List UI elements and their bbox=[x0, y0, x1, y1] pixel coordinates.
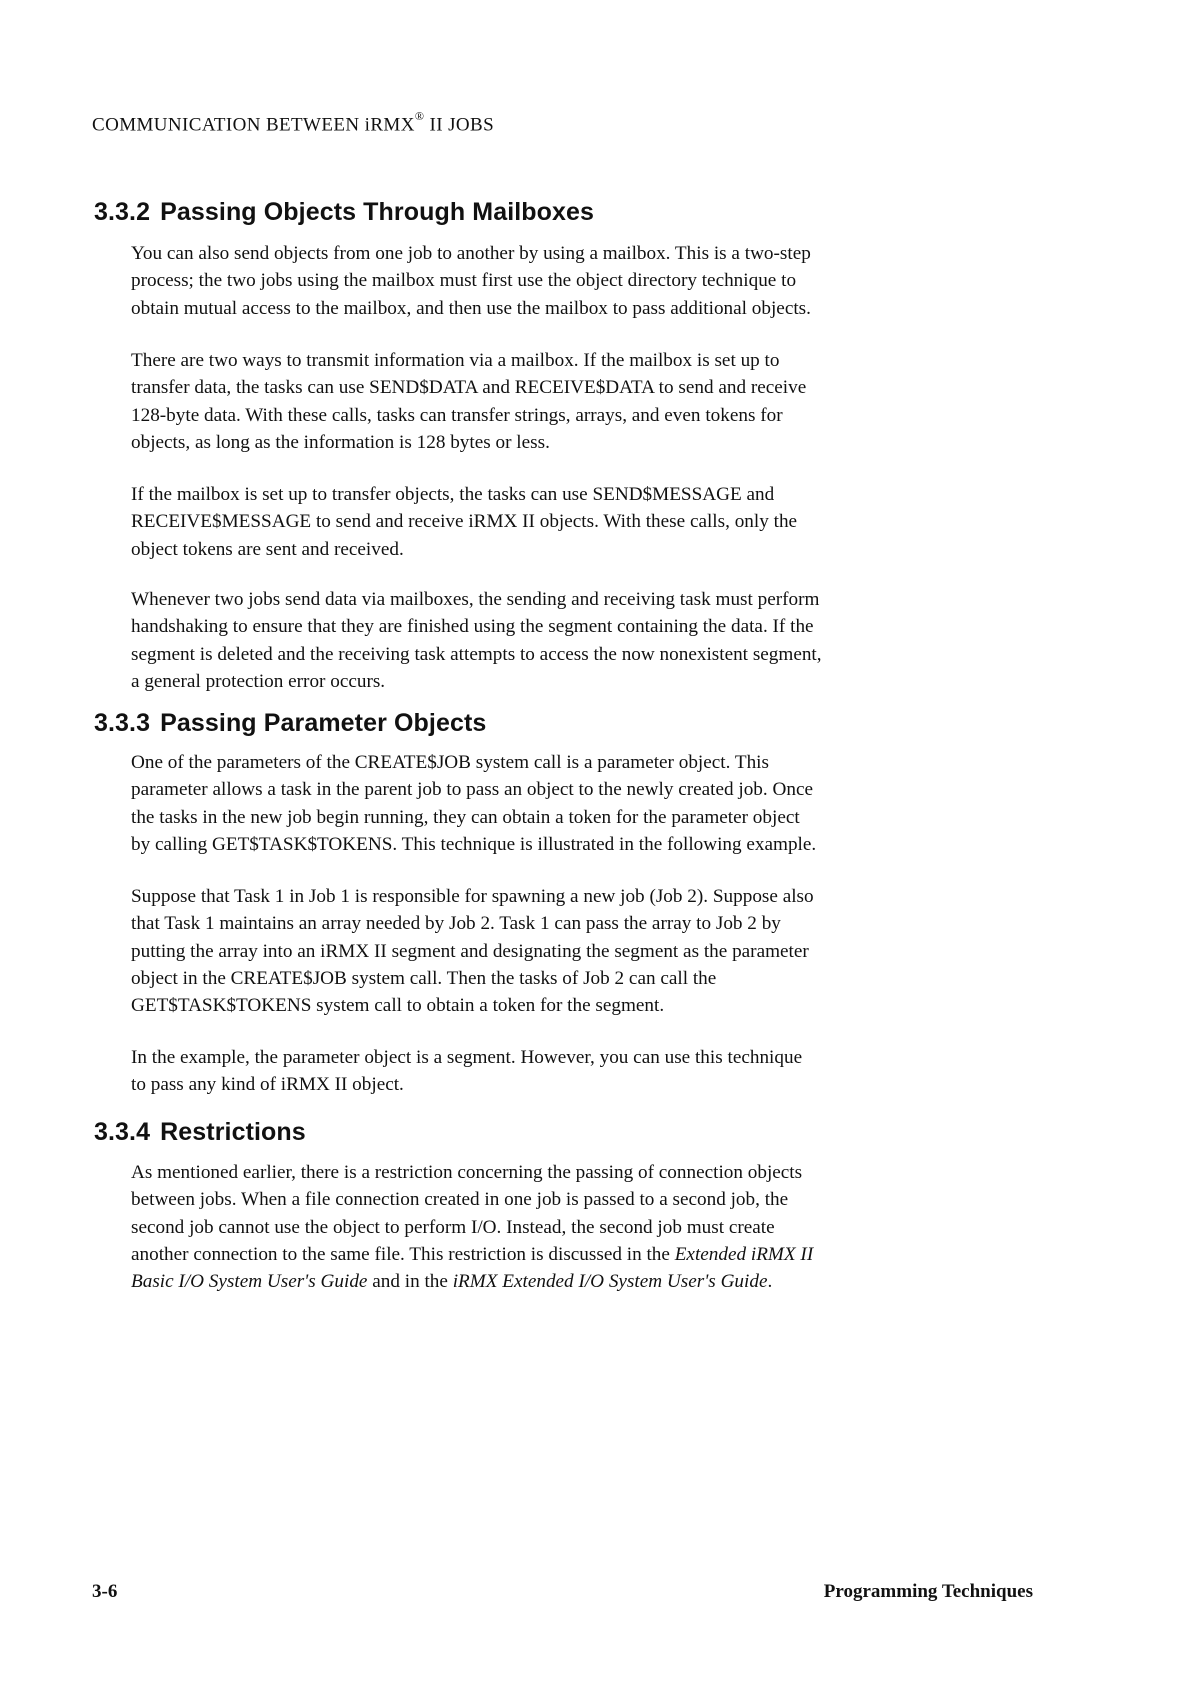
text-line: There are two ways to transmit information via a mailbox. If the mailbox is set up to bbox=[131, 350, 780, 371]
running-header bbox=[92, 109, 495, 136]
text-run: another connection to the same file. This restriction is discussed in the bbox=[131, 1243, 675, 1265]
chapter-title: Programming Techniques bbox=[823, 1581, 1033, 1602]
book-title-italic: iRMX Extended I/O System User's Guide bbox=[452, 1271, 768, 1293]
header-title-suffix: II JOBS bbox=[429, 114, 495, 136]
text-line: second job cannot use the object to perform I/O. Instead, the second job must create bbox=[131, 1216, 775, 1238]
text-line: If the mailbox is set up to transfer objects, the tasks can use SEND$MESSAGE and bbox=[131, 484, 775, 505]
text-line: transfer data, the tasks can use SEND$DATA and RECEIVE$DATA to send and receive bbox=[131, 377, 807, 399]
registered-mark: ® bbox=[414, 109, 425, 123]
text-line: Whenever two jobs send data via mailboxes, the sending and receiving task must perform bbox=[131, 589, 820, 610]
section-title: Restrictions bbox=[160, 1118, 306, 1146]
section-number: 3.3.3 bbox=[94, 709, 151, 737]
paragraph-transfer-objects bbox=[131, 481, 1011, 563]
text-run: . bbox=[767, 1271, 773, 1293]
text-line: that Task 1 maintains an array needed by Job 2. Task 1 can pass the array to Job 2 by bbox=[131, 913, 781, 935]
text-line: obtain mutual access to the mailbox, and then use the mailbox to pass additional objects. bbox=[131, 297, 811, 319]
section-number: 3.3.4 bbox=[94, 1118, 151, 1146]
section-title: Passing Parameter Objects bbox=[160, 709, 487, 737]
text-line: GET$TASK$TOKENS system call to obtain a token for the segment. bbox=[131, 995, 665, 1017]
text-line: You can also send objects from one job to another by using a mailbox. This is a two-step bbox=[131, 243, 811, 264]
section-heading-3-3-4 bbox=[94, 1118, 306, 1147]
page-number: 3-6 bbox=[92, 1581, 118, 1602]
paragraph-create-job bbox=[131, 749, 1011, 858]
section-heading-3-3-2 bbox=[94, 198, 594, 227]
text-line bbox=[131, 1268, 1011, 1295]
text-line: putting the array into an iRMX II segment and designating the segment as the parameter bbox=[131, 940, 809, 962]
text-line: to pass any kind of iRMX II object. bbox=[131, 1074, 404, 1096]
text-line: by calling GET$TASK$TOKENS. This technique is illustrated in the following example. bbox=[131, 833, 817, 855]
paragraph-segment-note bbox=[131, 1044, 1011, 1099]
text-line: object in the CREATE$JOB system call. Then the tasks of Job 2 can call the bbox=[131, 967, 717, 989]
text-line: the tasks in the new job begin running, they can obtain a token for the parameter object bbox=[131, 806, 800, 828]
text-line: object tokens are sent and received. bbox=[131, 538, 404, 560]
paragraph-transmit-ways bbox=[131, 347, 1011, 456]
section-title: Passing Objects Through Mailboxes bbox=[160, 198, 595, 226]
paragraph-handshaking bbox=[131, 586, 1011, 695]
book-title-italic: Basic I/O System User's Guide bbox=[131, 1271, 368, 1293]
text-line: segment is deleted and the receiving task attempts to access the now nonexistent segment, bbox=[131, 643, 822, 665]
section-heading-3-3-3 bbox=[94, 709, 486, 738]
section-number: 3.3.2 bbox=[94, 198, 151, 226]
text-line: 128-byte data. With these calls, tasks can transfer strings, arrays, and even tokens for bbox=[131, 404, 783, 426]
paragraph-restrictions bbox=[131, 1159, 1011, 1295]
text-line: between jobs. When a file connection created in one job is passed to a second job, the bbox=[131, 1189, 789, 1211]
text-line: RECEIVE$MESSAGE to send and receive iRMX II objects. With these calls, only the bbox=[131, 511, 798, 533]
text-line: In the example, the parameter object is a segment. However, you can use this technique bbox=[131, 1047, 803, 1068]
paragraph-example bbox=[131, 883, 1011, 1019]
text-line bbox=[131, 1241, 1011, 1268]
text-line: Suppose that Task 1 in Job 1 is responsible for spawning a new job (Job 2). Suppose also bbox=[131, 886, 814, 907]
header-title: COMMUNICATION BETWEEN iRMX bbox=[92, 114, 415, 136]
paragraph-mailbox-intro bbox=[131, 240, 1011, 322]
book-title-italic: Extended iRMX II bbox=[674, 1243, 814, 1265]
text-line: process; the two jobs using the mailbox must first use the object directory technique to bbox=[131, 270, 797, 292]
text-line: handshaking to ensure that they are finished using the segment containing the data. If the bbox=[131, 616, 814, 638]
text-line: As mentioned earlier, there is a restriction concerning the passing of connection objects bbox=[131, 1162, 803, 1183]
text-line: a general protection error occurs. bbox=[131, 670, 386, 692]
text-line: One of the parameters of the CREATE$JOB system call is a parameter object. This bbox=[131, 752, 769, 773]
text-line: parameter allows a task in the parent job to pass an object to the newly created job. Once bbox=[131, 779, 813, 801]
text-line: objects, as long as the information is 128 bytes or less. bbox=[131, 431, 550, 453]
text-run: and in the bbox=[367, 1271, 453, 1293]
